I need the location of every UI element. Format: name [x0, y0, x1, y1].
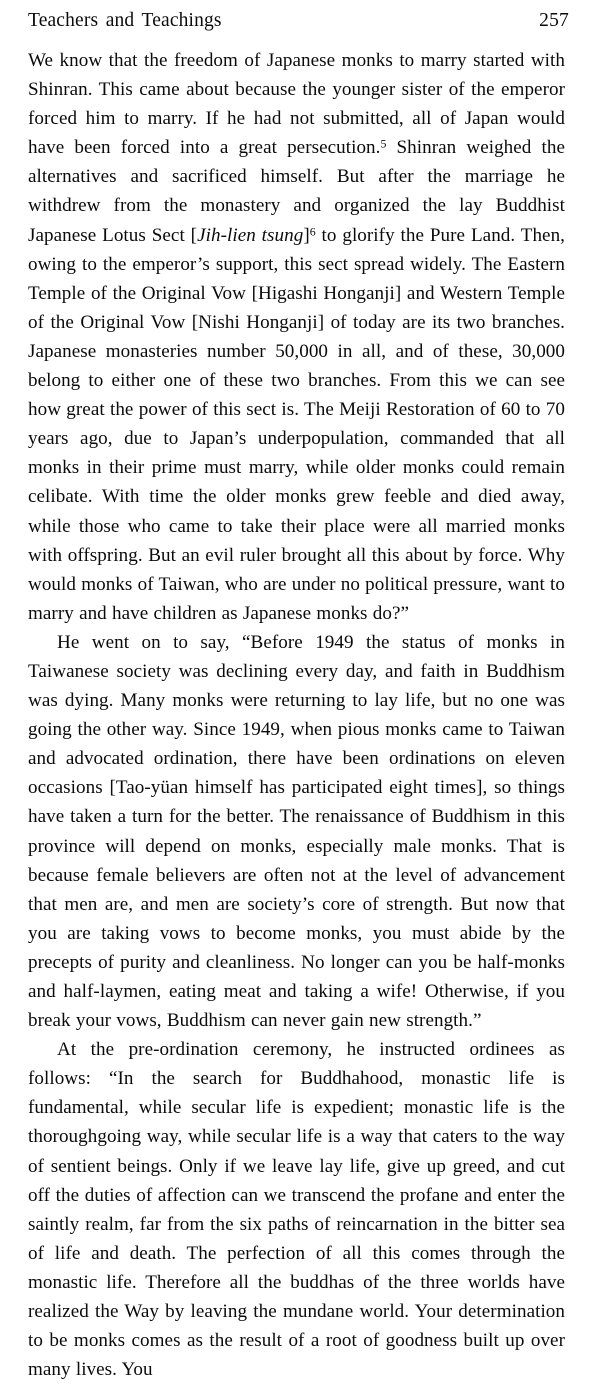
paragraph [28, 628, 565, 1035]
body-text-block [28, 46, 565, 1384]
running-head-title: Teachers and Teachings [28, 10, 222, 31]
text-run: We know that the freedom of Japanese monks to marry started with Shinran. This came about because the younger sister of the emperor forced him to marry. If he had not submitted, all of Japan would have been forced into a great persecution. [28, 50, 565, 159]
text-run: Shinran weighed the alternatives and sacrificed himself. But after the marriage he withdrew from the monastery and organized the lay Buddhist Japanese Lotus Sect [ [28, 137, 565, 246]
paragraph [28, 1035, 565, 1384]
text-run: He went on to say, “Before 1949 the status of monks in Taiwanese society was declining every day, and faith in Buddhism was dying. Many monks were returning to lay life, but no one was going the other way. Since 1949, when pious monks came to Taiwan and advocated ordination, there have been ordinations on eleven occasions [Tao-yüan himself has participated eight times], so things have taken a turn for the better. The renaissance of Buddhism in this province will depend on monks, especially male monks. That is because female believers are often not at the level of advancement that men are, and men are society’s core of strength. But now that you are taking vows to become monks, you must abide by the precepts of purity and cleanliness. No longer can you be half-monks and half-laymen, eating meat and taking a wife! Otherwise, if you break your vows, Buddhism can never gain new strength.” [28, 631, 565, 1032]
running-head [28, 10, 569, 36]
footnote-reference: 5 [380, 136, 387, 151]
page-number: 257 [539, 10, 569, 31]
italic-term: Jih-lien tsung [197, 224, 304, 246]
text-run: to glorify the Pure Land. Then, owing to the emperor’s support, this sect spread widely. The Eastern Temple of the Original Vow [Higashi Honganji] and Western Temple of the Original Vow [Nishi Honganji] of today are its two branches. Japanese monasteries number 50,000 in all, and of these, 30,000 belong to either one of these two branches. From this we can see how great the power of this sect is. The Meiji Restoration of 60 to 70 years ago, due to Japan’s underpopulation, commanded that all monks in their prime must marry, while older monks could remain celibate. With time the older monks grew feeble and died away, while those who came to take their place were all married monks with offspring. But an evil ruler brought all this about by force. Why would monks of Taiwan, who are under no political pressure, want to marry and have children as Japanese monks do?” [28, 224, 565, 624]
text-run: At the pre-ordination ceremony, he instructed ordinees as follows: “In the search for Buddhahood, monastic life is fundamental, while secular life is expedient; monastic life is the thoroughgoing way, while secular life is a way that caters to the way of sentient beings. Only if we leave lay life, give up greed, and cut off the duties of affection can we transcend the profane and enter the saintly realm, far from the six paths of reincarnation in the bitter sea of life and death. The perfection of all this comes through the monastic life. Therefore all the buddhas of the three worlds have realized the Way by leaving the mundane world. Your determination to be monks comes as the result of a root of goodness built up over many lives. You [28, 1039, 565, 1381]
text-run: ] [303, 224, 310, 246]
paragraph [28, 46, 565, 628]
footnote-reference: 6 [309, 224, 316, 239]
